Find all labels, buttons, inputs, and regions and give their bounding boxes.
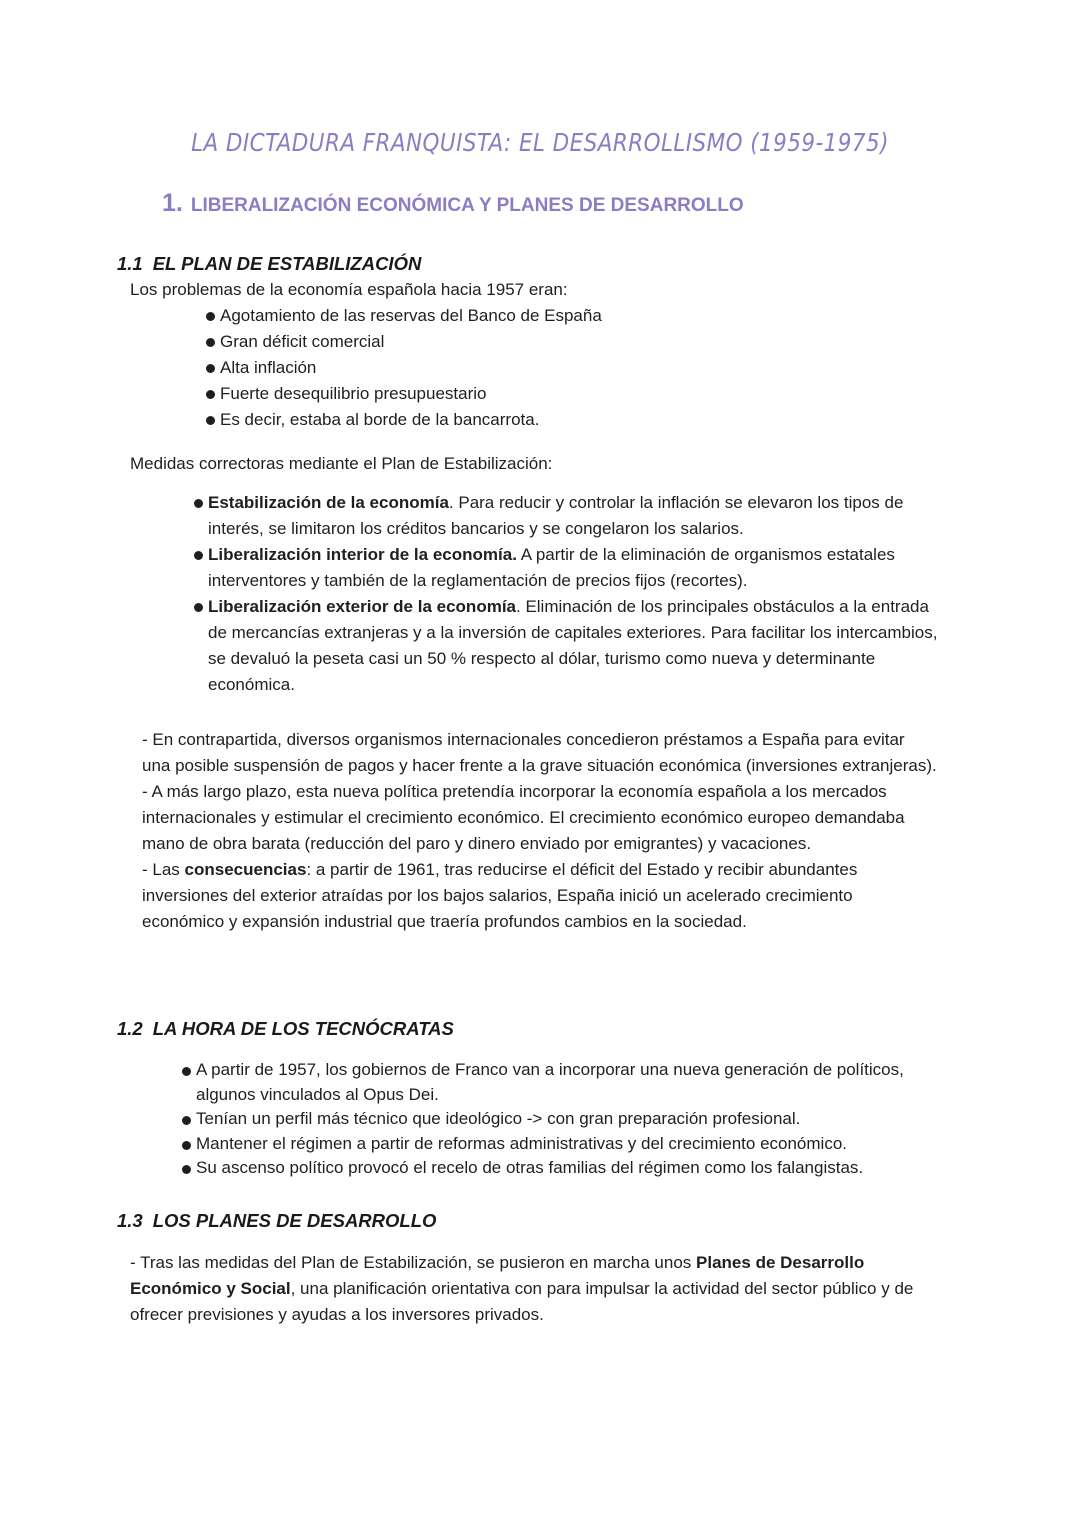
list-item: Es decir, estaba al borde de la bancarrota. <box>204 407 904 433</box>
development-plans-paragraph <box>130 1250 945 1328</box>
list-item: A partir de 1957, los gobiernos de Franco van a incorporar una nueva generación de políticos, algunos vinculados al Opus Dei. <box>180 1058 920 1107</box>
text-run: - Las <box>142 860 185 879</box>
measure-title: Liberalización exterior de la economía <box>208 597 516 616</box>
text-run: - Tras las medidas del Plan de Estabilización, se pusieron en marcha unos <box>130 1253 697 1272</box>
section-title: LIBERALIZACIÓN ECONÓMICA Y PLANES DE DESARROLLO <box>190 195 744 216</box>
measures-list <box>192 490 940 698</box>
subsection-number: 1.2 <box>117 1018 143 1039</box>
list-item: Alta inflación <box>204 355 904 381</box>
subsection-heading-1-3 <box>117 1208 436 1234</box>
list-item <box>192 490 940 542</box>
subsection-heading-1-1 <box>117 251 421 277</box>
measure-text: A partir de la eliminación de organismos estatales interventores y también de la reglamentación de precios fijos (recortes). <box>208 545 895 590</box>
list-item: Agotamiento de las reservas del Banco de España <box>204 303 904 329</box>
problems-intro: Los problemas de la economía española hacia 1957 eran: <box>130 280 568 299</box>
list-item <box>192 594 940 698</box>
measures-intro: Medidas correctoras mediante el Plan de Estabilización: <box>130 454 553 473</box>
measure-title: Liberalización interior de la economía. <box>208 545 517 564</box>
technocrats-list <box>180 1058 920 1181</box>
problems-list <box>204 303 904 433</box>
list-item: Tenían un perfil más técnico que ideológico -> con gran preparación profesional. <box>180 1107 920 1132</box>
list-item: Su ascenso político provocó el recelo de otras familias del régimen como los falangistas. <box>180 1156 920 1181</box>
list-item: Mantener el régimen a partir de reformas administrativas y del crecimiento económico. <box>180 1132 920 1157</box>
subsection-title: LA HORA DE LOS TECNÓCRATAS <box>152 1018 454 1039</box>
subsection-heading-1-2 <box>117 1016 454 1042</box>
section-number: 1. <box>162 189 183 217</box>
bold-term: consecuencias <box>184 860 307 879</box>
subsection-title: EL PLAN DE ESTABILIZACIÓN <box>152 253 422 274</box>
subsection-number: 1.1 <box>117 253 143 274</box>
subsection-number: 1.3 <box>117 1210 143 1231</box>
section-heading <box>162 190 744 219</box>
list-item: Gran déficit comercial <box>204 329 904 355</box>
measure-title: Estabilización de la economía <box>208 493 449 512</box>
text-run: , una planificación orientativa con para impulsar la actividad del sector público y de ofrecer previsiones y ayudas a los inversores privados. <box>130 1279 914 1324</box>
measure-text: . Para reducir y controlar la inflación se elevaron los tipos de interés, se limitaron los créditos bancarios y se congelaron los salarios. <box>208 493 904 538</box>
text-run: : a partir de 1961, tras reducirse el déficit del Estado y recibir abundantes inversiones del exterior atraídas por los bajos salarios, España inició un acelerado crecimiento económico y expansión industrial que traería profundos cambios en la sociedad. <box>142 860 858 931</box>
stabilization-paragraphs <box>142 727 937 935</box>
list-item <box>192 542 940 594</box>
list-item: Fuerte desequilibrio presupuestario <box>204 381 904 407</box>
bold-term: Planes de Desarrollo Económico y Social <box>130 1253 865 1298</box>
paragraph: - A más largo plazo, esta nueva política pretendía incorporar la economía española a los mercados internacionales y estimular el crecimiento económico. El crecimiento económico europeo demandaba mano de obra barata (reducción del paro y dinero enviado por emigrantes) y vacaciones. <box>142 782 905 853</box>
paragraph <box>142 857 937 935</box>
document-title: LA DICTADURA FRANQUISTA: EL DESARROLLISMO (1959-1975) <box>191 128 889 157</box>
paragraph: - En contrapartida, diversos organismos internacionales concedieron préstamos a España para evitar una posible suspensión de pagos y hacer frente a la grave situación económica (inversiones extranjeras). <box>142 730 937 775</box>
measure-text: . Eliminación de los principales obstáculos a la entrada de mercancías extranjeras y a la inversión de capitales exteriores. Para facilitar los intercambios, se devaluó la peseta casi un 50 % respecto al dólar, turismo como nueva y determinante económica. <box>208 597 938 694</box>
subsection-title: LOS PLANES DE DESARROLLO <box>152 1210 437 1231</box>
